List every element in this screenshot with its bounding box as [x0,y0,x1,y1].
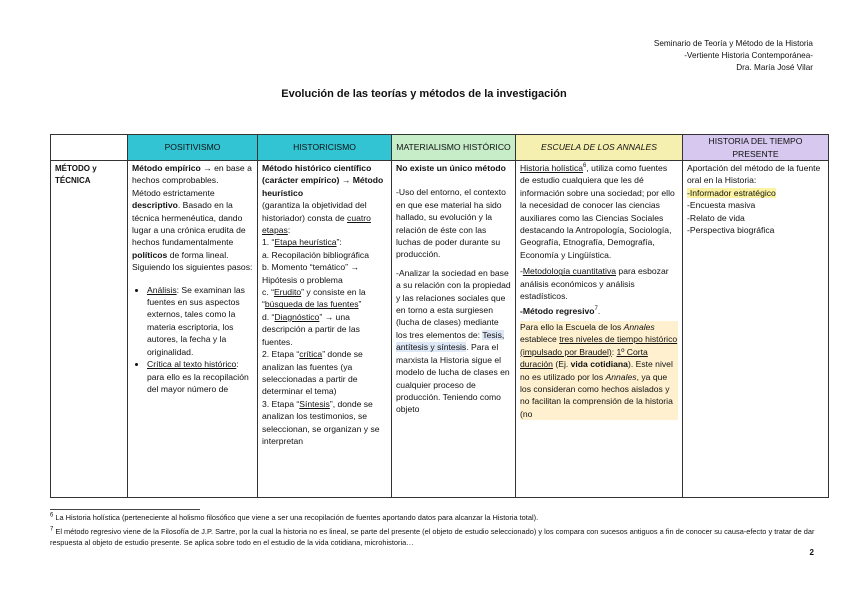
text: establece [520,334,560,345]
footnote-number: 6 [50,512,54,519]
text: Tesis, antítesis y síntesis [396,329,505,353]
text: - [520,266,523,277]
text: d. “ [262,311,275,322]
text: políticos [132,249,168,260]
text: crítica [299,349,323,360]
cell-materialismo [392,161,516,498]
text: Método histórico científico (carácter empírico) → Método heurístico [262,163,384,198]
text: -Analizar la sociedad en base a su relación con la propiedad y las relaciones sociales que en torno a esta surgiesen (lucha de clases) mediante los tres elementos de: [396,267,511,340]
footnote-text: La Historia holística (perteneciente al holismo filosófico que viene a ser una recopilación de fuentes aportando datos para alcanzar la Historia total). [53,513,539,522]
footnote-ref-6: 6 [583,163,587,170]
text: ” [358,299,362,310]
text: Erudito [273,287,302,298]
page-number: 2 [809,548,814,557]
text: 1º Corta duración [520,346,648,370]
text: -Informador estratégico [687,187,776,198]
text: descriptivo [132,200,178,211]
text: -Perspectiva biográfica [687,225,775,236]
text: 3. Etapa “ [262,398,300,409]
text: Aportación del método de la fuente oral en la Historia: [687,163,821,186]
list-item [147,358,253,395]
text: vida cotidiana [570,359,628,370]
text: ” donde se analizan las fuentes (ya seleccionadas a partir de determinar el tema) [262,349,363,397]
text: a. Recopilación bibliográfica [262,249,370,260]
text: -Uso del entorno, el contexto en que ese material ha sido hallado, su evolución y la relación de éste con las luchas de poder durante su producción. [396,187,506,260]
text: Etapa heurística [274,237,337,248]
text: ” y consiste en la “ [262,287,366,310]
text: . Para el marxista la Historia sigue el modelo de lucha de clases en cualquier proceso de producción. Teniendo como objeto [396,342,510,415]
header-annales: ESCUELA DE LOS ANNALES [516,135,683,161]
cell-tiempo-presente [683,161,829,498]
methods-table [50,134,829,498]
text: (Ej. [552,359,571,370]
text: Historia holística [520,163,584,173]
cell-historicismo [258,161,392,498]
text: . Basado en la técnica hermenéutica, dando lugar a una crónica erudita de hechos fundamentalmente [132,200,246,248]
text: Método empírico [132,163,201,173]
text: ”, donde se analizan los testimonios, se seleccionan, se organizan y se interpretan [262,398,380,446]
text: tres niveles de tiempo histórico (impulsado por Braudel) [520,334,678,357]
footnote-number: 7 [50,526,54,533]
text: b. Momento “temático” → Hipótesis o problema [262,262,359,285]
text: Análisis [147,284,177,295]
text: No existe un único método [396,163,506,173]
header-line-3: Dra. María José Vilar [736,63,813,72]
text: Para ello la Escuela de los [520,321,624,332]
header-tiempo-presente: HISTORIA DEL TIEMPO PRESENTE [683,135,829,161]
text: Síntesis [299,398,330,409]
text: ). Este nivel no es utilizado por los [520,359,673,382]
table-header-row [51,135,829,161]
footnote-divider [50,509,200,510]
table-row [51,161,829,498]
footnote-6 [50,512,830,523]
text: búsqueda de las fuentes [264,299,359,310]
text: (garantiza la objetividad del historiador) consta de [262,200,367,223]
footnote-7 [50,526,830,548]
cell-annales [516,161,683,498]
text: : Se examinan las fuentes en sus aspectos externos, tales como la materia escriptoria, los autores, la fecha y la originalidad. [147,284,245,357]
text: de forma lineal. Siguiendo los siguientes pasos: [132,249,253,273]
page-header [654,38,813,74]
text: -Encuesta masiva [687,200,756,211]
text: Metodología cuantitativa [522,266,617,277]
header-line-2: -Vertiente Historia Contemporánea- [684,51,813,60]
text: cuatro etapas [262,212,371,236]
text: c. “ [262,287,274,298]
text: : [287,225,291,236]
header-historicismo: HISTORICISMO [258,135,392,161]
text: Diagnóstico [274,311,320,322]
text: 2. Etapa “ [262,349,300,360]
header-empty-cell [51,135,128,161]
text: Crítica al texto histórico [147,359,237,370]
text: : para ello es la recopilación del mayor número de [147,359,249,394]
footnote-ref-7: 7 [594,306,598,313]
header-positivismo: POSITIVISMO [128,135,258,161]
text: : [611,346,617,357]
list-item [147,284,253,358]
footnote-text: El método regresivo viene de la Filosofía de J.P. Sartre, por la cual la historia no es lineal, se parte del presente (el objeto de estudio seleccionado) y los compara con sucesos antiguos a fin de conocer su causa-efecto y tratar de dar respuesta al objeto de estudio presente. Se aplica sobre todo en el estudio de la vida cotidiana, microhistoria… [50,527,815,547]
header-line-1: Seminario de Teoría y Método de la Historia [653,39,813,48]
text: ” → una descripción a partir de las fuentes. [262,311,360,347]
text: , utiliza como fuentes de estudio cualquiera que les dé información sobre una sociedad; por ello la necesidad de conocer las ciencias auxiliares como las Ciencias Sociales destacando la Antropología, Sociología, Geografía, Etnografía, Demografía, Economía y Lingüística. [520,163,675,260]
row-label: MÉTODO y TÉCNICA [51,161,128,498]
text: 1. “ [262,237,275,248]
text: . [597,306,601,317]
header-materialismo: MATERIALISMO HISTÓRICO [392,135,516,161]
text: ”: [336,237,342,248]
text: para esbozar análisis económicos y análisis estadísticos. [520,266,669,302]
text: → en base a hechos comprobables. [132,163,252,186]
text: -Método regresivo [520,306,595,317]
text: Annales [605,371,637,382]
positivismo-steps-list [132,284,253,396]
text: , ya que los consideran como hechos aislados y no facilitan la comprensión de la historia (no [520,371,673,419]
document-title: Evolución de las teorías y métodos de la investigación [281,88,567,100]
text: Annales [623,321,655,332]
cell-positivismo [128,161,258,498]
text: Método estrictamente [132,187,215,198]
text: -Relato de vida [687,212,745,223]
